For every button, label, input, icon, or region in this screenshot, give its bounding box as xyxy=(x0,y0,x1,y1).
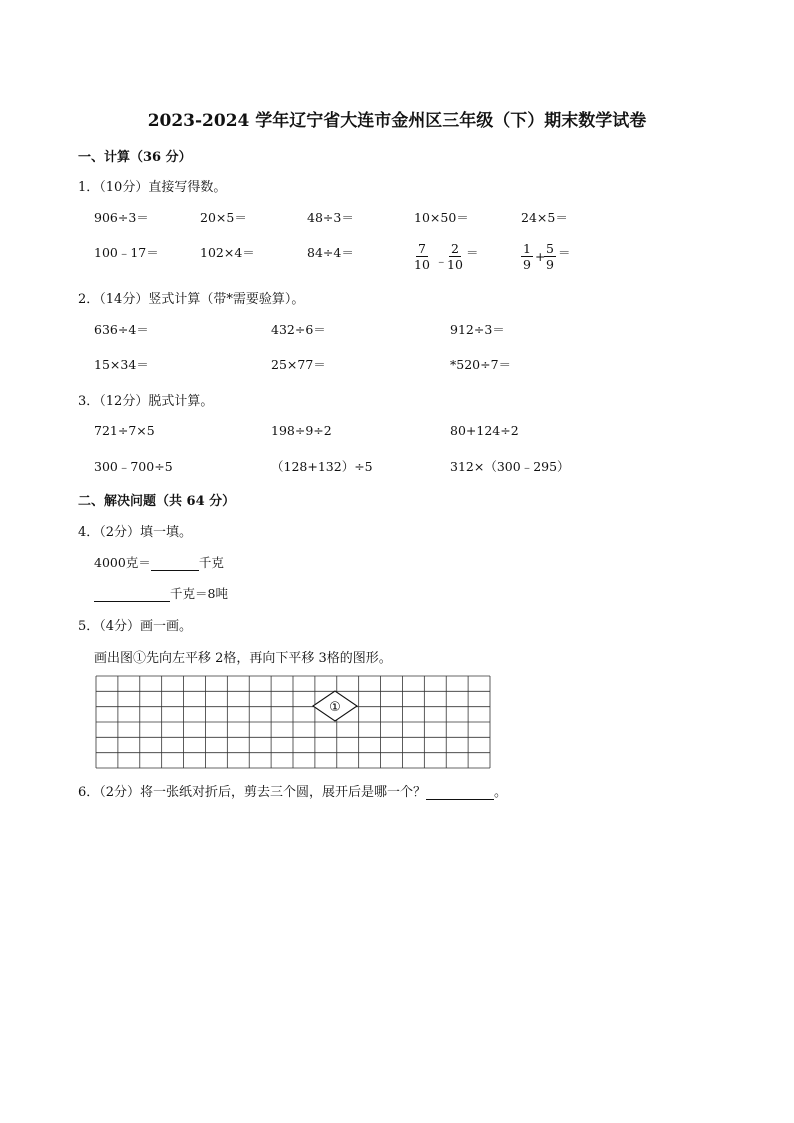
q3-item: 721÷7×5 xyxy=(94,423,155,438)
q2-item: *520÷7＝ xyxy=(450,357,512,372)
equals-sign: ＝ xyxy=(558,245,571,260)
question-6-end: 。 xyxy=(494,785,508,800)
answer-blank[interactable] xyxy=(94,587,170,602)
fraction-denominator: 10 xyxy=(447,257,463,272)
q3-item: 80+124÷2 xyxy=(450,423,519,438)
q1-item: 20×5＝ xyxy=(200,210,247,225)
q1-item: 906÷3＝ xyxy=(94,210,149,225)
fraction-2-10 xyxy=(447,241,463,272)
section-heading-problems: 二、解决问题（共 64 分） xyxy=(78,494,236,509)
question-4-stem: 4．（2分）填一填。 xyxy=(78,525,193,540)
q1-item: 100﹣17＝ xyxy=(94,245,159,260)
equals-sign: ＝ xyxy=(466,245,479,260)
fraction-1-9 xyxy=(521,241,533,272)
question-5-stem: 5．（4分）画一画。 xyxy=(78,619,193,634)
fraction-numerator: 7 xyxy=(417,241,426,256)
page-title: 2023-2024 学年辽宁省大连市金州区三年级（下）期末数学试卷 xyxy=(147,111,647,131)
q4-line-2 xyxy=(94,584,228,602)
q4-line1-prefix: 4000克＝ xyxy=(94,555,151,570)
plus-sign: + xyxy=(535,249,546,264)
fraction-5-9 xyxy=(544,241,556,272)
q4-line1-suffix: 千克 xyxy=(198,555,224,570)
question-2-stem: 2．（14分）竖式计算（带*需要验算）。 xyxy=(78,292,305,307)
q2-item: 912÷3＝ xyxy=(450,322,505,337)
fraction-numerator: 2 xyxy=(450,241,459,256)
q2-item: 15×34＝ xyxy=(94,357,149,372)
question-6-text: 6．（2分）将一张纸对折后，剪去三个圆，展开后是哪一个？ xyxy=(78,785,427,800)
q2-item: 432÷6＝ xyxy=(271,322,326,337)
fraction-denominator: 9 xyxy=(523,257,531,272)
answer-blank[interactable] xyxy=(151,556,199,571)
fraction-numerator: 1 xyxy=(523,241,531,256)
minus-sign: ﹣ xyxy=(435,253,448,268)
q3-item: 312×（300﹣295） xyxy=(450,459,570,474)
q3-item: 198÷9÷2 xyxy=(271,423,332,438)
question-3-stem: 3．（12分）脱式计算。 xyxy=(78,394,214,409)
q4-line-1 xyxy=(94,553,224,571)
q1-item: 84÷4＝ xyxy=(307,245,354,260)
question-6-stem xyxy=(78,781,507,800)
q1-item: 48÷3＝ xyxy=(307,210,354,225)
shape-label: ① xyxy=(329,700,341,715)
fraction-7-10 xyxy=(414,241,430,272)
square-grid[interactable] xyxy=(95,675,491,769)
q1-item: 24×5＝ xyxy=(521,210,568,225)
fraction-denominator: 10 xyxy=(414,257,430,272)
q2-item: 25×77＝ xyxy=(271,357,326,372)
q3-item: 300﹣700÷5 xyxy=(94,459,173,474)
q2-item: 636÷4＝ xyxy=(94,322,149,337)
fraction-denominator: 9 xyxy=(546,257,554,272)
fraction-numerator: 5 xyxy=(546,241,554,256)
q1-item: 10×50＝ xyxy=(414,210,469,225)
q1-item: 102×4＝ xyxy=(200,245,255,260)
question-1-stem: 1．（10分）直接写得数。 xyxy=(78,180,227,195)
section-heading-calculation: 一、计算（36 分） xyxy=(78,150,192,165)
q3-item: （128+132）÷5 xyxy=(271,459,373,474)
answer-blank[interactable] xyxy=(426,785,494,800)
q4-line2-suffix: 千克＝8吨 xyxy=(170,586,228,601)
question-5-instruction: 画出图①先向左平移 2格，再向下平移 3格的图形。 xyxy=(94,651,392,666)
